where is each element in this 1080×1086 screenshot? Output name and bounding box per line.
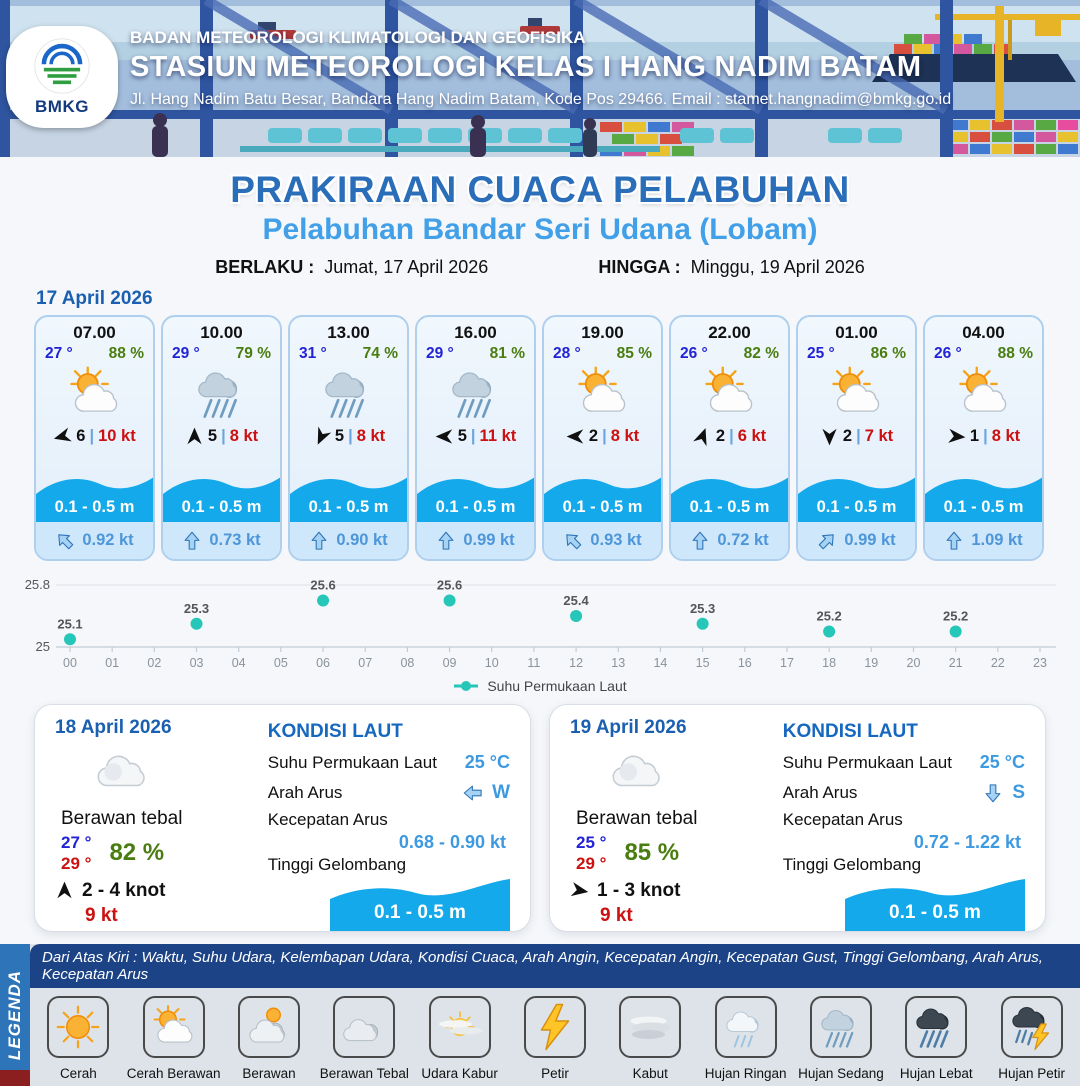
svg-text:23: 23 — [1033, 656, 1047, 670]
legend-tab-label: LEGENDA — [5, 969, 24, 1061]
current-row — [925, 522, 1042, 559]
current-direction-icon — [944, 531, 964, 551]
svg-text:06: 06 — [316, 656, 330, 670]
daily-condition: Berawan tebal — [576, 808, 698, 829]
legend-item — [127, 996, 221, 1081]
wind-speed: 5 — [457, 427, 467, 445]
legend-weather-icon — [817, 1003, 865, 1051]
sst-value: 25 °C — [979, 752, 1025, 772]
wind-direction-icon — [690, 424, 714, 448]
sst-value: 25 °C — [464, 752, 510, 772]
legend-icon-box — [905, 996, 967, 1058]
air-temperature: 29 ° — [426, 345, 454, 362]
daily-wind-direction-icon — [55, 881, 74, 900]
current-row — [290, 522, 407, 559]
humidity: 88 % — [997, 345, 1033, 362]
forecast-time: 13.00 — [327, 323, 370, 342]
legend-item — [985, 996, 1079, 1081]
separator: | — [983, 427, 988, 445]
air-temperature: 26 ° — [680, 345, 708, 362]
svg-text:11: 11 — [527, 656, 541, 670]
forecast-time: 19.00 — [581, 323, 624, 342]
svg-text:25.6: 25.6 — [436, 577, 463, 593]
current-speed: 0.99 kt — [844, 531, 896, 549]
current-speed: 0.99 kt — [463, 531, 515, 549]
forecast-date: 17 April 2026 — [36, 288, 153, 309]
chart-legend — [0, 678, 1080, 694]
separator: | — [856, 427, 861, 445]
sea-conditions-title: KONDISI LAUT — [782, 721, 918, 742]
legend-item — [699, 996, 793, 1081]
legend-icon-box — [524, 996, 586, 1058]
current-speed-label: Kecepatan Arus — [782, 810, 903, 829]
current-row — [671, 522, 788, 559]
wave-height-band — [798, 466, 915, 522]
svg-text:09: 09 — [442, 656, 457, 670]
wave-height-band — [163, 466, 280, 522]
svg-text:17: 17 — [780, 656, 794, 670]
wind-direction-icon — [435, 427, 454, 446]
gust-speed: 10 kt — [98, 427, 136, 445]
legend-icon-box — [143, 996, 205, 1058]
svg-text:25.2: 25.2 — [942, 608, 969, 624]
svg-text:25.8: 25.8 — [24, 577, 50, 592]
current-speed: 0.90 kt — [336, 531, 388, 549]
separator: | — [602, 427, 607, 445]
current-row — [417, 522, 534, 559]
forecast-time: 04.00 — [962, 323, 1005, 342]
page-title: PRAKIRAAN CUACA PELABUHAN — [230, 169, 850, 210]
wind-direction-icon — [946, 426, 967, 447]
wave-height: 0.1 - 0.5 m — [435, 498, 516, 516]
valid-value: Jumat, 17 April 2026 — [324, 257, 489, 277]
current-direction-label: Arah Arus — [782, 783, 858, 802]
weather-icon — [62, 364, 128, 422]
legend-icon-box — [1001, 996, 1063, 1058]
air-temperature: 27 ° — [45, 345, 73, 362]
page-subtitle: Pelabuhan Bandar Seri Udana (Lobam) — [262, 213, 818, 246]
current-direction-icon — [309, 531, 329, 551]
legend-item-label: Cerah Berawan — [126, 1066, 221, 1081]
legend-icon-box — [47, 996, 109, 1058]
org-name: BADAN METEOROLOGI KLIMATOLOGI DAN GEOFISIKA — [130, 28, 586, 47]
legend-item — [603, 996, 697, 1081]
svg-text:25.4: 25.4 — [563, 593, 589, 608]
svg-text:08: 08 — [400, 656, 415, 670]
weather-icon — [443, 364, 509, 422]
air-temperature: 28 ° — [553, 345, 581, 362]
humidity: 85 % — [616, 345, 652, 362]
legend-item-label: Udara Kabur — [421, 1066, 498, 1081]
weather-icon — [697, 364, 763, 422]
svg-text:18: 18 — [822, 656, 837, 670]
daily-temp-max: 29 ° — [61, 854, 92, 874]
legend-item — [794, 996, 888, 1081]
wave-height-band — [290, 466, 407, 522]
daily-date: 18 April 2026 — [55, 717, 172, 738]
current-speed: 0.93 kt — [590, 531, 642, 549]
station-address: Jl. Hang Nadim Batu Besar, Bandara Hang Nadim Batam, Kode Pos 29466. Email : stamet.hangnadim@bmkg.go.id — [130, 91, 952, 108]
wind-speed: 2 — [715, 427, 726, 445]
sst-label: Suhu Permukaan Laut — [782, 752, 952, 772]
legend-weather-icon — [912, 1003, 960, 1051]
current-direction-icon — [51, 526, 79, 554]
legend-item — [889, 996, 983, 1081]
wind-speed: 2 — [842, 427, 853, 445]
legend-caption: Dari Atas Kiri : Waktu, Suhu Udara, Kelembapan Udara, Kondisi Cuaca, Arah Angin, Kecepatan Angin, Kecepatan Gust, Tinggi Gelombang, Arah Arus, Kecepatan Arus — [30, 944, 1080, 988]
svg-text:21: 21 — [948, 656, 963, 670]
forecast-card — [796, 315, 917, 561]
daily-humidity: 82 % — [109, 839, 165, 867]
daily-temp-min: 25 ° — [576, 833, 607, 852]
legend-marker-icon — [453, 680, 479, 692]
legend-weather-icon — [722, 1003, 770, 1051]
svg-text:25: 25 — [35, 639, 50, 654]
svg-text:10: 10 — [484, 656, 499, 670]
forecast-cards-row — [34, 315, 1046, 561]
humidity: 86 % — [870, 345, 906, 362]
current-direction-icon — [559, 526, 587, 554]
title-section — [0, 157, 1080, 278]
svg-text:14: 14 — [653, 656, 668, 670]
weather-icon — [951, 364, 1017, 422]
daily-forecast-card — [34, 704, 531, 932]
wave-height-label: Tinggi Gelombang — [267, 855, 407, 874]
wave-height: 0.1 - 0.5 m — [181, 498, 262, 516]
wind-speed: 5 — [334, 427, 345, 445]
legend-weather-icon — [626, 1003, 674, 1051]
legend-icon-box — [715, 996, 777, 1058]
svg-text:02: 02 — [147, 656, 162, 670]
legend-weather-icon — [245, 1003, 293, 1051]
forecast-time: 01.00 — [835, 323, 878, 342]
sea-conditions-title: KONDISI LAUT — [267, 721, 403, 742]
chart-legend-label: Suhu Permukaan Laut — [487, 678, 627, 694]
legend-weather-icon — [340, 1003, 388, 1051]
legend-item — [31, 996, 125, 1081]
sea-current-direction-icon — [983, 783, 1003, 803]
gust-speed: 8 kt — [356, 427, 386, 445]
wave-height-band — [417, 466, 534, 522]
current-direction-icon — [813, 526, 841, 554]
forecast-card — [415, 315, 536, 561]
separator: | — [729, 427, 734, 445]
humidity: 74 % — [362, 345, 398, 362]
legend-weather-icon — [1008, 1003, 1056, 1051]
daily-temp-min: 27 ° — [61, 833, 92, 852]
wave-height-box — [330, 877, 510, 931]
current-speed-value: 0.72 - 1.22 kt — [913, 832, 1021, 852]
current-speed: 0.72 kt — [717, 531, 769, 549]
separator: | — [470, 427, 476, 445]
legend-item-label: Berawan — [242, 1066, 296, 1081]
forecast-time: 22.00 — [708, 323, 751, 342]
legend-icon-box — [238, 996, 300, 1058]
valid-label: BERLAKU : — [215, 257, 315, 277]
weather-icon — [316, 364, 382, 422]
current-direction-label: Arah Arus — [267, 783, 343, 802]
current-row — [36, 522, 153, 559]
forecast-card — [669, 315, 790, 561]
current-direction-letter: W — [492, 782, 510, 803]
legend-weather-icon — [531, 1003, 579, 1051]
svg-text:15: 15 — [695, 656, 710, 670]
legend-item — [222, 996, 316, 1081]
svg-text:12: 12 — [569, 656, 584, 670]
legend-item — [413, 996, 507, 1081]
legend-item-label: Hujan Ringan — [704, 1066, 787, 1081]
daily-forecast-row — [34, 704, 1046, 932]
gust-speed: 7 kt — [864, 427, 894, 445]
legend-item — [508, 996, 602, 1081]
svg-text:13: 13 — [611, 656, 626, 670]
air-temperature: 26 ° — [934, 345, 962, 362]
svg-text:01: 01 — [105, 656, 120, 670]
forecast-time: 10.00 — [200, 323, 243, 342]
forecast-time: 07.00 — [73, 323, 116, 342]
current-direction-icon — [182, 531, 202, 551]
separator: | — [348, 427, 353, 445]
legend-icon-box — [429, 996, 491, 1058]
legend-weather-icon — [150, 1003, 198, 1051]
current-row — [163, 522, 280, 559]
current-direction-icon — [690, 531, 710, 551]
svg-text:16: 16 — [737, 656, 752, 670]
legend-weather-icon — [436, 1003, 484, 1051]
bmkg-logo-text: BMKG — [35, 97, 89, 116]
legend-tab — [0, 944, 30, 1086]
svg-text:25.2: 25.2 — [816, 608, 842, 624]
weather-icon — [824, 364, 890, 422]
wind-speed: 2 — [588, 427, 599, 445]
legend-items-row — [30, 988, 1080, 1086]
wave-height-value: 0.1 - 0.5 m — [889, 902, 981, 923]
legend-item-label: Cerah — [59, 1066, 97, 1081]
current-direction-icon — [436, 531, 456, 551]
wave-height: 0.1 - 0.5 m — [308, 498, 389, 516]
air-temperature: 29 ° — [172, 345, 200, 362]
validity-dates — [0, 257, 1080, 278]
sea-conditions — [267, 717, 510, 923]
wind-direction-icon — [309, 424, 334, 449]
current-speed-value: 0.68 - 0.90 kt — [398, 832, 506, 852]
legend-item-label: Berawan Tebal — [319, 1066, 409, 1081]
daily-wind-range: 2 - 4 knot — [82, 879, 166, 901]
current-direction-letter: S — [1012, 782, 1025, 803]
svg-text:25.6: 25.6 — [310, 577, 336, 593]
forecast-card — [923, 315, 1044, 561]
svg-text:05: 05 — [273, 656, 288, 670]
wave-height-band — [544, 466, 661, 522]
wind-direction-icon — [51, 425, 74, 448]
sst-chart — [0, 569, 1080, 673]
sst-chart-section — [0, 569, 1080, 694]
wave-height-box — [845, 877, 1025, 931]
current-speed: 0.73 kt — [209, 531, 261, 549]
wave-height: 0.1 - 0.5 m — [562, 498, 643, 516]
separator: | — [221, 427, 226, 445]
svg-text:22: 22 — [990, 656, 1005, 670]
daily-condition: Berawan tebal — [61, 808, 183, 829]
daily-wind-range: 1 - 3 knot — [597, 879, 681, 901]
legend-item-label: Petir — [541, 1066, 569, 1081]
humidity: 88 % — [108, 345, 144, 362]
gust-speed: 11 kt — [479, 427, 517, 445]
current-speed: 0.92 kt — [82, 531, 134, 549]
sea-current-direction-icon — [463, 783, 483, 803]
weather-icon — [189, 364, 255, 422]
wave-height: 0.1 - 0.5 m — [943, 498, 1024, 516]
current-speed: 1.09 kt — [971, 531, 1023, 549]
gust-speed: 8 kt — [610, 427, 640, 445]
wave-height: 0.1 - 0.5 m — [816, 498, 897, 516]
daily-wind-direction-icon — [568, 879, 590, 901]
separator: | — [89, 427, 95, 445]
legend-item-label: Hujan Petir — [998, 1066, 1065, 1081]
wind-direction-icon — [566, 427, 585, 446]
wave-height: 0.1 - 0.5 m — [54, 498, 135, 516]
svg-text:04: 04 — [231, 656, 246, 670]
current-row — [544, 522, 661, 559]
until-label: HINGGA : — [598, 257, 681, 277]
humidity: 81 % — [489, 345, 525, 362]
svg-text:25.1: 25.1 — [57, 616, 83, 632]
daily-gust: 9 kt — [600, 904, 633, 926]
wave-height-band — [36, 466, 153, 522]
daily-weather-icon — [85, 739, 161, 801]
svg-text:00: 00 — [63, 656, 77, 670]
sst-label: Suhu Permukaan Laut — [267, 752, 437, 772]
wind-speed: 1 — [969, 427, 980, 445]
sea-conditions — [782, 717, 1025, 923]
wave-height-label: Tinggi Gelombang — [782, 855, 922, 874]
station-name: STASIUN METEOROLOGI KELAS I HANG NADIM BATAM — [130, 51, 922, 83]
wind-direction-icon — [820, 427, 839, 446]
gust-speed: 6 kt — [737, 427, 767, 445]
legend-icon-box — [810, 996, 872, 1058]
wave-height-band — [671, 466, 788, 522]
header-banner — [0, 0, 1080, 157]
until-value: Minggu, 19 April 2026 — [690, 257, 865, 277]
daily-weather-icon — [600, 739, 676, 801]
gust-speed: 8 kt — [991, 427, 1021, 445]
humidity: 79 % — [235, 345, 271, 362]
daily-humidity: 85 % — [624, 839, 680, 867]
svg-text:25.3: 25.3 — [689, 600, 716, 616]
daily-forecast-card — [549, 704, 1046, 932]
gust-speed: 8 kt — [229, 427, 259, 445]
forecast-card — [542, 315, 663, 561]
daily-date: 19 April 2026 — [570, 717, 687, 738]
current-row — [798, 522, 915, 559]
air-temperature: 31 ° — [299, 345, 327, 362]
humidity: 82 % — [743, 345, 779, 362]
daily-temp-max: 29 ° — [576, 854, 607, 874]
svg-text:20: 20 — [906, 656, 921, 670]
legend-item-label: Kabut — [632, 1066, 668, 1081]
wave-height: 0.1 - 0.5 m — [689, 498, 770, 516]
bmkg-logo — [6, 26, 118, 128]
svg-text:25.3: 25.3 — [183, 600, 210, 616]
bmkg-logo-icon — [33, 37, 91, 95]
legend-item-label: Hujan Lebat — [899, 1066, 973, 1081]
wave-height-band — [925, 466, 1042, 522]
legend-section — [0, 944, 1080, 1086]
weather-icon — [570, 364, 636, 422]
svg-text:03: 03 — [189, 656, 204, 670]
svg-text:19: 19 — [864, 656, 879, 670]
wind-direction-icon — [185, 427, 204, 446]
wind-speed: 6 — [76, 427, 86, 445]
svg-text:07: 07 — [358, 656, 373, 670]
wind-speed: 5 — [207, 427, 218, 445]
daily-gust: 9 kt — [85, 904, 118, 926]
forecast-card — [161, 315, 282, 561]
legend-icon-box — [333, 996, 395, 1058]
forecast-card — [288, 315, 409, 561]
legend-weather-icon — [54, 1003, 102, 1051]
legend-icon-box — [619, 996, 681, 1058]
forecast-card — [34, 315, 155, 561]
forecast-time: 16.00 — [454, 323, 497, 342]
current-speed-label: Kecepatan Arus — [267, 810, 388, 829]
air-temperature: 25 ° — [807, 345, 835, 362]
legend-item — [317, 996, 411, 1081]
wave-height-value: 0.1 - 0.5 m — [374, 902, 466, 923]
legend-item-label: Hujan Sedang — [798, 1066, 884, 1081]
